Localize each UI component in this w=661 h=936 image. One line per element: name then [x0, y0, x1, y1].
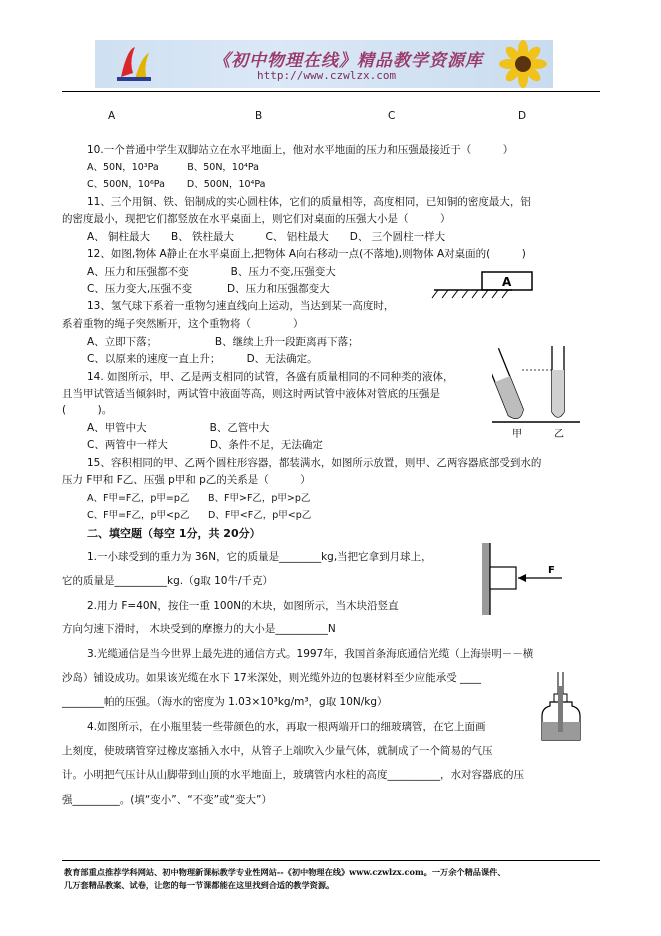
q15-option-c: C、F甲=F乙，p甲<p乙: [87, 510, 190, 521]
fill1-line1: 1.一小球受到的重力为 36N，它的质量是________kg,当把它拿到月球上，: [87, 551, 432, 563]
q11-options: A、 铜柱最大 B、 铁柱最大 C、 铝柱最大 D、 三个圆柱一样大: [87, 231, 446, 243]
fill4-line2: 上刻度，使玻璃管穿过橡皮塞插入水中，从管子上端吹入少量气体，就制成了一个简易的气压: [62, 745, 493, 757]
q15-option-d: D、F甲<F乙，p甲<p乙: [208, 510, 312, 521]
fill1-line2: 它的质量是__________kg.（g取 10牛/千克）: [62, 575, 273, 587]
banner-title: 《初中物理在线》精品教学资源库: [213, 51, 483, 71]
force-label: F: [548, 565, 555, 576]
header-rule: [62, 91, 600, 92]
q12-stem: 12、如图,物体 A静止在水平桌面上,把物体 A向右移动一点(不落地),则物体 A对桌面的( ): [87, 248, 526, 260]
q12-block-label: A: [502, 275, 512, 289]
tube-label-right: 乙: [554, 429, 564, 440]
fill2-line2: 方向匀速下滑时， 木块受到的摩擦力的大小是__________N: [62, 623, 336, 635]
q11-stem-2: 的密度最小，现把它们都竖放在水平桌面上，则它们对桌面的压强大小是（ ）: [62, 213, 451, 225]
fill4-figure: [536, 672, 586, 744]
q13-stem-2: 系着重物的绳子突然断开，这个重物将（ ）: [62, 318, 304, 330]
fill3-line3: ________帕的压强。（海水的密度为 1.03×10³kg/m³，g取 10N/kg）: [62, 696, 388, 708]
tube-label-left: 甲: [512, 429, 522, 440]
q15-stem-2: 压力 F甲和 F乙、压强 p甲和 p乙的关系是（ ）: [62, 474, 311, 486]
q10-stem: 10.一个普通中学生双脚站立在水平地面上，他对水平地面的压力和压强最接近于（ ）: [87, 144, 514, 156]
top-label-b: B: [255, 110, 263, 122]
fill4-line4: 强_________。(填“变小”、“不变”或“变大”）: [62, 794, 272, 806]
banner-url: http://www.czwlzx.com: [257, 69, 397, 82]
footer-rule: [62, 860, 600, 861]
q14-options-cd: C、两管中一样大 D、条件不足，无法确定: [87, 439, 323, 451]
logo-icon: [113, 43, 153, 85]
q13-options-ab: A、立即下落； B、继续上升一段距离再下落；: [87, 336, 359, 348]
q12-figure: [430, 268, 560, 308]
q15-option-b: B、F甲>F乙，p甲>p乙: [208, 493, 311, 504]
fill4-line1: 4.如图所示，在小瓶里装一些带颜色的水，再取一根两端开口的细玻璃管，在它上面画: [87, 721, 486, 733]
q14-options-ab: A、甲管中大 B、乙管中大: [87, 422, 270, 434]
q14-stem-3: ( )。: [62, 404, 113, 416]
q13-options-cd: C、以原来的速度一直上升； D、无法确定。: [87, 353, 318, 365]
q12-options-ab: A、压力和压强都不变 B、压力不变,压强变大: [87, 266, 336, 278]
header-banner: [95, 40, 553, 88]
q15-stem-1: 15、容积相同的甲、乙两个圆柱形容器，都装满水，如图所示放置，则甲、乙两容器底部受到水的: [87, 457, 542, 469]
q14-stem-2: 且当甲试管适当倾斜时，两试管中液面等高，则这时两试管中液体对管底的压强是: [62, 388, 440, 400]
footer-line1: 教育部重点推荐学科网站、初中物理新课标教学专业性网站--《初中物理在线》www.czwlzx.com。一万余个精品课件、: [64, 867, 506, 877]
sunflower-icon: [493, 40, 553, 88]
section2-title: 二、填空题（每空 1分，共 20分）: [87, 527, 261, 540]
fill2-figure: [482, 543, 568, 615]
q10-options-ab: A、50N，10³Pa B、50N，10⁴Pa: [87, 162, 259, 173]
q14-stem-1: 14. 如图所示，甲、乙是两支相同的试管，各盛有质量相同的不同种类的液体，: [87, 371, 454, 383]
fill4-line3: 计。小明把气压计从山脚带到山顶的水平地面上，玻璃管内水柱的高度__________，水对容器底的压: [62, 769, 524, 781]
fill3-line2: 沙岛）铺设成功。如果该光缆在水下 17米深处，则光缆外边的包裹材料至少应能承受 ____: [62, 672, 482, 684]
top-label-a: A: [108, 110, 116, 122]
q15-option-a: A、F甲=F乙，p甲=p乙: [87, 493, 190, 504]
top-label-c: C: [388, 110, 396, 122]
q12-options-cd: C、压力变大,压强不变 D、压力和压强都变大: [87, 283, 330, 295]
q13-stem-1: 13、氢气球下系着一重物匀速直线向上运动，当达到某一高度时，: [87, 300, 395, 312]
fill2-line1: 2.用力 F=40N，按住一重 100N的木块，如图所示，当木块沿竖直: [87, 600, 399, 612]
top-label-d: D: [518, 110, 527, 122]
q11-stem-1: 11、三个用铜、铁、铝制成的实心圆柱体，它们的质量相等，高度相同，已知铜的密度最大，铝: [87, 196, 531, 208]
footer-line2: 几万套精品教案、试卷，让您的每一节课都能在这里找到合适的教学资源。: [64, 880, 335, 890]
q10-options-cd: C、500N，10⁶Pa D、500N，10⁴Pa: [87, 179, 266, 190]
fill3-line1: 3.光缆通信是当今世界上最先进的通信方式。1997年，我国首条海底通信光缆（上海崇明－－横: [87, 648, 534, 660]
q14-figure: [492, 340, 582, 440]
